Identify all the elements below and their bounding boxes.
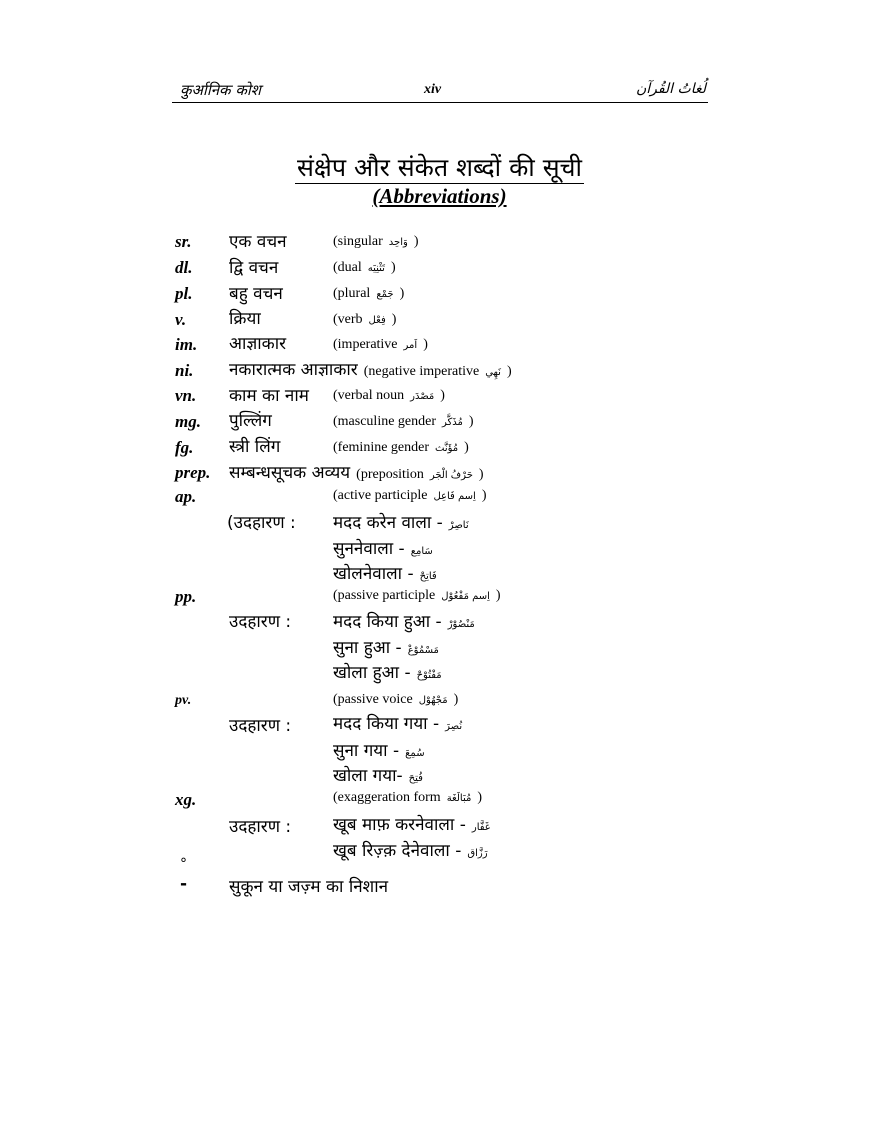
- example-label: उदहारण :: [229, 817, 292, 837]
- example: खोलनेवाला - فَاتِحْ: [333, 564, 437, 584]
- abbr: sr.: [175, 232, 192, 251]
- abbr: vn.: [175, 386, 197, 405]
- abbr: xg.: [175, 790, 197, 809]
- example: सुना गया - سُمِعَ: [333, 741, 425, 761]
- abbr: pl.: [175, 284, 193, 303]
- hindi-term: नकारात्मक आज्ञाकार (negative imperative نَهِي ): [229, 360, 512, 380]
- page-header: [172, 82, 708, 103]
- abbr: ni.: [175, 361, 194, 380]
- abbr: v.: [175, 310, 187, 329]
- sukun-mark-top: °: [180, 856, 187, 872]
- abbr: prep.: [175, 463, 211, 482]
- english-gloss: (passive participle اِسم مَفْعُوْل ): [333, 588, 501, 603]
- english-gloss: (active participle اِسم فَاعِل ): [333, 488, 487, 503]
- example: मदद करेन वाला - نَاصِرْ: [333, 513, 469, 533]
- sukun-description: सुकून या जज़्म का निशान: [229, 877, 389, 897]
- example: खूब रिज़्क़ देनेवाला - رَزَّاق: [333, 841, 488, 861]
- english-gloss: (imperative اَمر ): [333, 337, 428, 352]
- hindi-term: क्रिया: [229, 309, 261, 329]
- hindi-term: सम्बन्धसूचक अव्यय (preposition حَرْفُ الْجَر ): [229, 463, 484, 483]
- english-gloss: (exaggeration form مُبَالَغَة ): [333, 790, 483, 805]
- example: सुननेवाला - سَامِع: [333, 539, 433, 559]
- hindi-term: एक वचन: [229, 232, 287, 252]
- hindi-term: काम का नाम: [229, 386, 309, 406]
- example: सुना हुआ - مَسْمُوْعْ: [333, 638, 439, 658]
- page-number: xiv: [424, 82, 442, 97]
- english-gloss: (masculine gender مُذَكَّر ): [333, 414, 474, 429]
- english-gloss: (singular وَاحِد ): [333, 234, 419, 249]
- abbr: fg.: [175, 438, 194, 457]
- page-subtitle: (Abbreviations): [372, 184, 507, 208]
- english-gloss: (plural جَمْع ): [333, 286, 405, 301]
- example: खूब माफ़ करनेवाला - غَفَّار: [333, 815, 491, 835]
- example: मदद किया गया - نُصِرَ: [333, 714, 463, 734]
- hindi-term: स्त्री लिंग: [229, 437, 281, 457]
- hindi-term: द्वि वचन: [229, 258, 279, 278]
- header-right-title: لُغاتُ القُرآن: [635, 81, 706, 97]
- english-gloss: (passive voice مَجْهُوْل ): [333, 692, 459, 707]
- page-title: संक्षेप और संकेत शब्दों की सूची: [297, 153, 582, 182]
- abbr: ap.: [175, 487, 197, 506]
- hindi-term: बहु वचन: [229, 284, 283, 304]
- hindi-term: आज्ञाकार: [229, 334, 287, 354]
- example-label: (उदहारण :: [227, 513, 296, 533]
- header-left-title: कुर्आनिक कोश: [180, 81, 261, 99]
- abbr: dl.: [175, 258, 193, 277]
- example: खोला हुआ - مَفْتُوْحْ: [333, 663, 442, 683]
- abbr: pp.: [175, 587, 197, 606]
- abbr: im.: [175, 335, 198, 354]
- english-gloss: (feminine gender مُؤَنَّث ): [333, 440, 469, 455]
- abbr: mg.: [175, 412, 201, 431]
- example: मदद किया हुआ - مَنْصُوْرْ: [333, 612, 475, 632]
- example-label: उदहारण :: [229, 612, 292, 632]
- english-gloss: (verb فِعْل ): [333, 312, 397, 327]
- english-gloss: (dual تَثْنِيَه ): [333, 260, 396, 275]
- example-label: उदहारण :: [229, 716, 292, 736]
- sukun-mark-bottom: -: [180, 874, 188, 894]
- abbr: pv.: [175, 693, 192, 708]
- hindi-term: पुल्लिंग: [229, 411, 272, 431]
- english-gloss: (verbal noun مَصْدَر ): [333, 388, 445, 403]
- example: खोला गया- فُتِحَ: [333, 766, 423, 786]
